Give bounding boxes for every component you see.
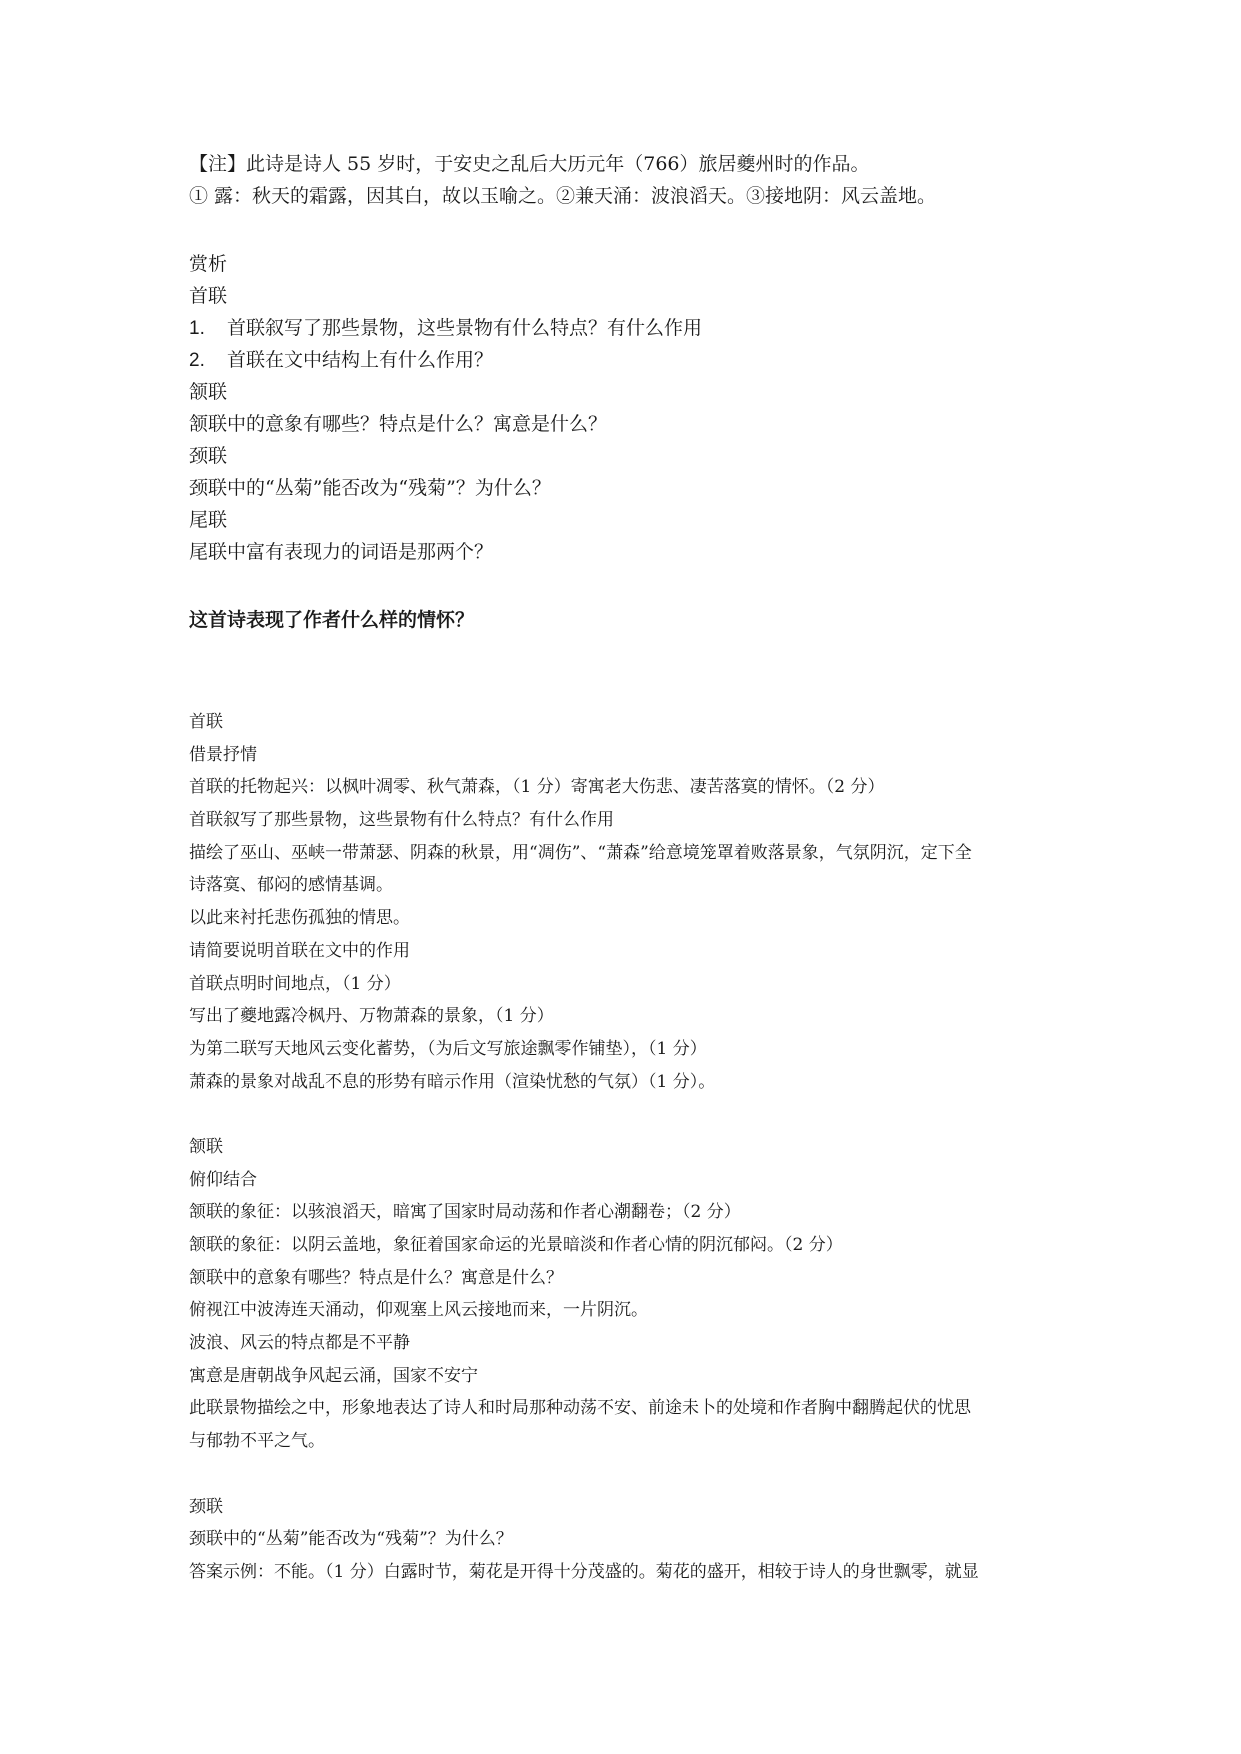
answer-line: 此联景物描绘之中，形象地表达了诗人和时局那种动荡不安、前途未卜的处境和作者胸中翻腾起伏的忧思 bbox=[189, 1398, 971, 1419]
answer-line: 以此来衬托悲伤孤独的情思。 bbox=[189, 908, 410, 929]
document-page bbox=[189, 148, 1069, 1589]
answer-line: 颔联中的意象有哪些？特点是什么？寓意是什么？ bbox=[189, 1267, 563, 1288]
question-text: 首联在文中结构上有什么作用？ bbox=[227, 349, 494, 371]
answer-line: 颈联 bbox=[189, 1496, 223, 1517]
answer-line: 描绘了巫山、巫峡一带萧瑟、阴森的秋景，用“凋伤”、“萧森”给意境笼罩着败落景象，气氛阴沉，定下全 bbox=[189, 842, 972, 863]
answer-line: 诗落寞、郁闷的感情基调。 bbox=[189, 875, 393, 896]
answer-line: 首联 bbox=[189, 712, 223, 732]
question-jinglian: 颈联中的“丛菊”能否改为“残菊”？为什么？ bbox=[189, 477, 551, 499]
question-hanlian: 颔联中的意象有哪些？特点是什么？寓意是什么？ bbox=[189, 413, 608, 435]
answer-line: 波浪、风云的特点都是不平静 bbox=[189, 1333, 410, 1354]
answer-line: 请简要说明首联在文中的作用 bbox=[189, 940, 410, 961]
note-line: 【注】此诗是诗人 55 岁时，于安史之乱后大历元年（766）旅居夔州时的作品。 bbox=[189, 153, 870, 175]
answer-line: 颈联中的“丛菊”能否改为“残菊”？为什么？ bbox=[189, 1529, 513, 1550]
answer-line: 俯视江中波涛连天涌动，仰观塞上风云接地而来，一片阴沉。 bbox=[189, 1300, 648, 1321]
analysis-heading: 赏析 bbox=[189, 253, 228, 275]
answer-line: 颔联 bbox=[189, 1136, 223, 1157]
answer-line: 答案示例：不能。（1 分）白露时节，菊花是开得十分茂盛的。菊花的盛开，相较于诗人的身世飘零，就显 bbox=[189, 1561, 979, 1582]
answer-line: 为第二联写天地风云变化蓄势，（为后文写旅途飘零作铺垫），（1 分） bbox=[189, 1038, 707, 1059]
question-2 bbox=[189, 344, 1069, 376]
answer-line: 首联叙写了那些景物，这些景物有什么特点？有什么作用 bbox=[189, 810, 614, 831]
answer-line: 写出了夔地露冷枫丹、万物萧森的景象，（1 分） bbox=[189, 1006, 554, 1027]
answer-line: 与郁勃不平之气。 bbox=[189, 1431, 325, 1452]
answer-line: 寓意是唐朝战争风起云涌，国家不安宁 bbox=[189, 1365, 478, 1386]
answer-line: 俯仰结合 bbox=[189, 1169, 257, 1190]
answer-line: 颔联的象征：以阴云盖地，象征着国家命运的光景暗淡和作者心情的阴沉郁闷。（2 分） bbox=[189, 1235, 843, 1255]
section-title-hanlian: 颔联 bbox=[189, 381, 228, 403]
answer-line: 颔联的象征：以骇浪滔天，暗寓了国家时局动荡和作者心潮翻卷；（2 分） bbox=[189, 1202, 741, 1223]
answer-line: 萧森的景象对战乱不息的形势有暗示作用（渲染忧愁的气氛）（1 分）。 bbox=[189, 1071, 716, 1092]
answer-line: 首联点明时间地点，（1 分） bbox=[189, 973, 401, 994]
question-number: 2. bbox=[189, 350, 205, 371]
footnote-line: ① 露：秋天的霜露，因其白，故以玉喻之。②兼天涌：波浪滔天。③接地阴：风云盖地。 bbox=[189, 185, 937, 207]
summary-question: 这首诗表现了作者什么样的情怀？ bbox=[189, 609, 475, 631]
answers-section bbox=[189, 706, 1069, 1589]
answer-line: 首联的托物起兴：以枫叶凋零、秋气萧森，（1 分）寄寓老大伤悲、凄苦落寞的情怀。（2 分） bbox=[189, 777, 885, 798]
section-title-shoulian: 首联 bbox=[189, 285, 228, 307]
section-title-weilian: 尾联 bbox=[189, 509, 228, 531]
answer-line: 借景抒情 bbox=[189, 744, 257, 765]
section-title-jinglian: 颈联 bbox=[189, 445, 228, 467]
question-weilian: 尾联中富有表现力的词语是那两个？ bbox=[189, 541, 494, 563]
question-1 bbox=[189, 312, 1069, 344]
question-text: 首联叙写了那些景物，这些景物有什么特点？有什么作用 bbox=[227, 317, 703, 339]
question-number: 1. bbox=[189, 318, 205, 339]
